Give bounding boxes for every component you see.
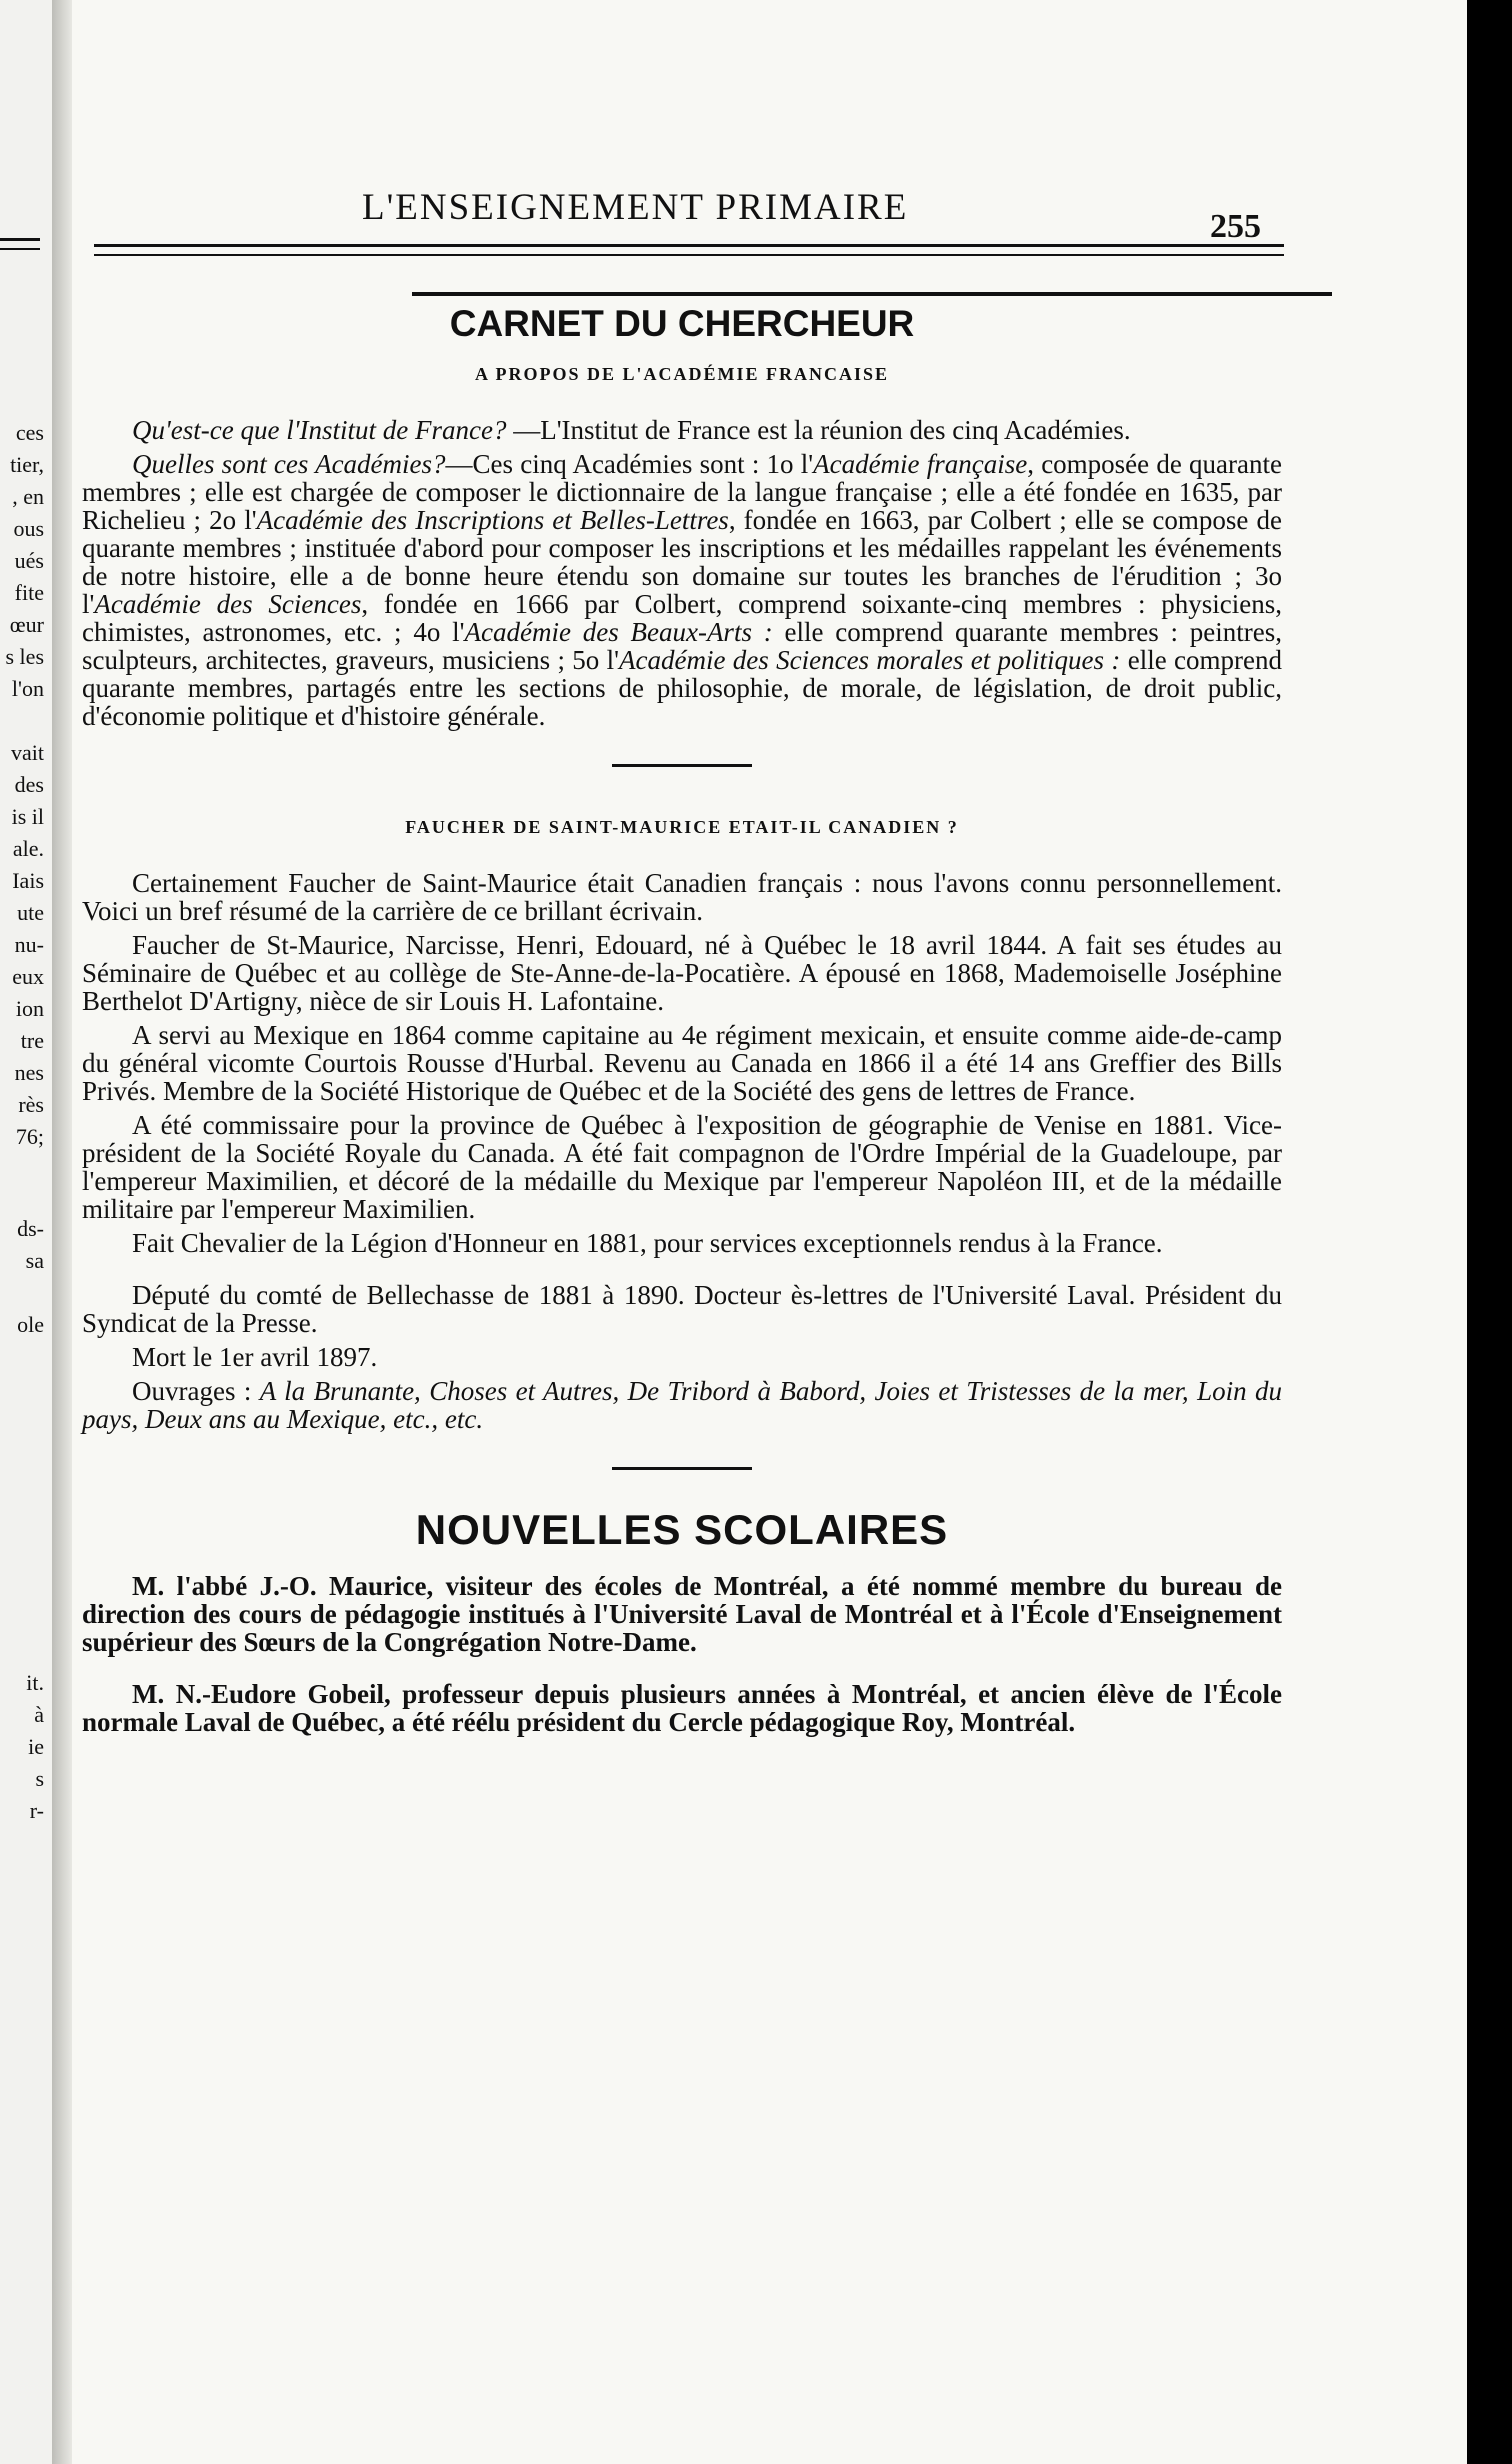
academy-name: Académie des Beaux-Arts : bbox=[464, 617, 773, 647]
carnet-title: CARNET DU CHERCHEUR bbox=[449, 303, 915, 344]
left-page-fragment: , en bbox=[12, 484, 44, 509]
left-page-fragment: des bbox=[14, 772, 44, 797]
left-page-fragment: r- bbox=[29, 1798, 44, 1823]
left-page-fragment: tier, bbox=[10, 452, 44, 477]
answer-text: elle comprend quarante membres, partagés entre les sections de philosophie, de morale, de législation, de droit public, d'économie politique et d'histoire générale. bbox=[82, 645, 1282, 731]
faucher-paragraph-2: Faucher de St-Maurice, Narcisse, Henri, Edouard, né à Québec le 18 avril 1844. A fait ses études au Séminaire de Québec et au collège de Ste-Anne-de-la-Pocatière. A épousé en 1868, Mademoiselle Joséphine Berthelot D'Artigny, nièce de sir Louis H. Lafontaine. bbox=[82, 930, 1282, 1016]
answer-text: —Ces cinq Académies sont : 1o l' bbox=[445, 449, 814, 479]
nouvelles-paragraph-1: M. l'abbé J.-O. Maurice, visiteur des écoles de Montréal, a été nommé membre du bureau de direction des cours de pédagogie institués à l'Université Laval de Montréal et à l'École d'Enseignement supérieur des Sœurs de la Congrégation Notre-Dame. bbox=[82, 1571, 1282, 1657]
faucher-paragraph-1: Certainement Faucher de Saint-Maurice était Canadien français : nous l'avons connu personnellement. Voici un bref résumé de la carrière de ce brillant écrivain. bbox=[82, 868, 1282, 926]
faucher-paragraph-7: Mort le 1er avril 1897. bbox=[132, 1342, 378, 1372]
faucher-paragraph-4: A été commissaire pour la province de Québec à l'exposition de géographie de Venise en 1881. Vice-président de la Société Royale du Canada. A été fait compagnon de l'Ordre Impérial de la Guadeloupe, par l'empereur Maximilien, et décoré de la médaille du Mexique par l'empereur Napoléon III, et de la médaille militaire par l'empereur Maximilien. bbox=[82, 1110, 1282, 1224]
left-page-fragment: nes bbox=[14, 1060, 44, 1085]
running-head: L'ENSEIGNEMENT PRIMAIRE bbox=[362, 187, 909, 228]
left-page-fragment: ces bbox=[15, 420, 44, 445]
left-page-fragment: s les bbox=[5, 644, 44, 669]
left-page-fragment: ués bbox=[14, 548, 44, 573]
page-content bbox=[82, 300, 1282, 1742]
left-page-fragment: it. bbox=[26, 1670, 44, 1695]
scan-border bbox=[1467, 0, 1512, 2464]
answer-text: , fondée en 1663, par Colbert ; elle se compose de quarante membres ; instituée d'abord pour composer les inscriptions et les médailles rappelant les événements de notre histoire, elle a de bonne heure étendu son domaine sur toutes les branches de l'érudition ; 3o l' bbox=[82, 505, 1282, 619]
question-text: Quelles sont ces Académies? bbox=[132, 449, 446, 479]
header-rule bbox=[94, 244, 1284, 247]
faucher-subhead: FAUCHER DE SAINT-MAURICE ETAIT-IL CANADIEN ? bbox=[405, 817, 959, 837]
left-page-fragment: is il bbox=[11, 804, 44, 829]
left-page-fragment: tre bbox=[20, 1028, 44, 1053]
academy-name: Académie française bbox=[813, 449, 1028, 479]
carnet-paragraph-2 bbox=[82, 450, 1282, 730]
left-page-fragment: ds- bbox=[17, 1216, 44, 1241]
faucher-paragraph-3: A servi au Mexique en 1864 comme capitaine au 4e régiment mexicain, et ensuite comme aide-de-camp du général vicomte Courtois Rousse d'Hurbal. Revenu au Canada en 1866 il a été 14 ans Greffier des Bills Privés. Membre de la Société Historique de Québec et de la Société des gens de lettres de France. bbox=[82, 1020, 1282, 1106]
carnet-paragraph-1 bbox=[82, 416, 1282, 444]
left-page-fragment: 76; bbox=[15, 1124, 44, 1149]
left-page-rule-2 bbox=[0, 248, 40, 250]
left-page-fragment: l'on bbox=[11, 676, 44, 701]
left-page-fragment: Iais bbox=[12, 868, 44, 893]
section-divider bbox=[612, 1467, 752, 1470]
faucher-paragraph-6: Député du comté de Bellechasse de 1881 à 1890. Docteur ès-lettres de l'Université Laval. Président du Syndicat de la Presse. bbox=[82, 1280, 1282, 1338]
question-text: Qu'est-ce que l'Institut de France? bbox=[132, 415, 507, 445]
faucher-paragraph-5: Fait Chevalier de la Légion d'Honneur en 1881, pour services exceptionnels rendus à la France. bbox=[132, 1228, 1163, 1258]
left-page-fragment: ute bbox=[17, 900, 44, 925]
answer-text: —L'Institut de France est la réunion des cinq Académies. bbox=[506, 415, 1131, 445]
left-page-fragment: fite bbox=[14, 580, 44, 605]
faucher-paragraph-8 bbox=[82, 1377, 1282, 1433]
left-page-fragment: ale. bbox=[12, 836, 44, 861]
book-gutter bbox=[52, 0, 72, 2464]
left-page-fragment: ous bbox=[13, 516, 44, 541]
carnet-subhead: A PROPOS DE L'ACADÉMIE FRANCAISE bbox=[474, 364, 890, 384]
left-page-fragment: ole bbox=[17, 1312, 44, 1337]
answer-text: , fondée en 1666 par Colbert, comprend soixante-cinq membres : physiciens, chimistes, astronomes, etc. ; 4o l' bbox=[82, 589, 1282, 647]
works-list: A la Brunante, Choses et Autres, De Tribord à Babord, Joies et Tristesses de la mer, Loin du pays, Deux ans au Mexique, etc., etc. bbox=[82, 1376, 1282, 1434]
academy-name: Académie des Sciences bbox=[94, 589, 362, 619]
left-page-fragment: sa bbox=[25, 1248, 44, 1273]
header-rule-2 bbox=[94, 254, 1284, 256]
left-page-fragment: œur bbox=[9, 612, 44, 637]
page bbox=[72, 0, 1467, 2464]
works-lead: Ouvrages : bbox=[132, 1376, 260, 1406]
left-page-edge bbox=[0, 0, 52, 2464]
left-page-fragment: eux bbox=[12, 964, 44, 989]
academy-name: Académie des Inscriptions et Belles-Lettres bbox=[256, 505, 729, 535]
left-page-rule bbox=[0, 238, 40, 241]
page-number: 255 bbox=[1210, 208, 1261, 245]
header-rule-3 bbox=[412, 292, 1332, 296]
left-page-fragment: s bbox=[35, 1766, 44, 1791]
nouvelles-paragraph-2: M. N.-Eudore Gobeil, professeur depuis plusieurs années à Montréal, et ancien élève de l'École normale Laval de Québec, a été réélu président du Cercle pédagogique Roy, Montréal. bbox=[82, 1679, 1282, 1737]
left-page-fragment: vait bbox=[11, 740, 44, 765]
left-page-fragment: ie bbox=[28, 1734, 44, 1759]
left-page-fragment: ion bbox=[15, 996, 44, 1021]
nouvelles-title: NOUVELLES SCOLAIRES bbox=[415, 1506, 949, 1553]
section-divider bbox=[612, 764, 752, 767]
left-page-fragment: à bbox=[34, 1702, 44, 1727]
left-page-fragment: nu- bbox=[14, 932, 44, 957]
left-page-fragment: rès bbox=[18, 1092, 44, 1117]
answer-text: , composée de quarante membres ; elle est chargée de composer le dictionnaire de la langue française ; elle a été fondée en 1635, par Richelieu ; 2o l' bbox=[82, 449, 1282, 535]
answer-text: elle comprend quarante membres : peintres, sculpteurs, architectes, graveurs, musiciens ; 5o l' bbox=[82, 617, 1283, 675]
academy-name: Académie des Sciences morales et politiques : bbox=[619, 645, 1121, 675]
